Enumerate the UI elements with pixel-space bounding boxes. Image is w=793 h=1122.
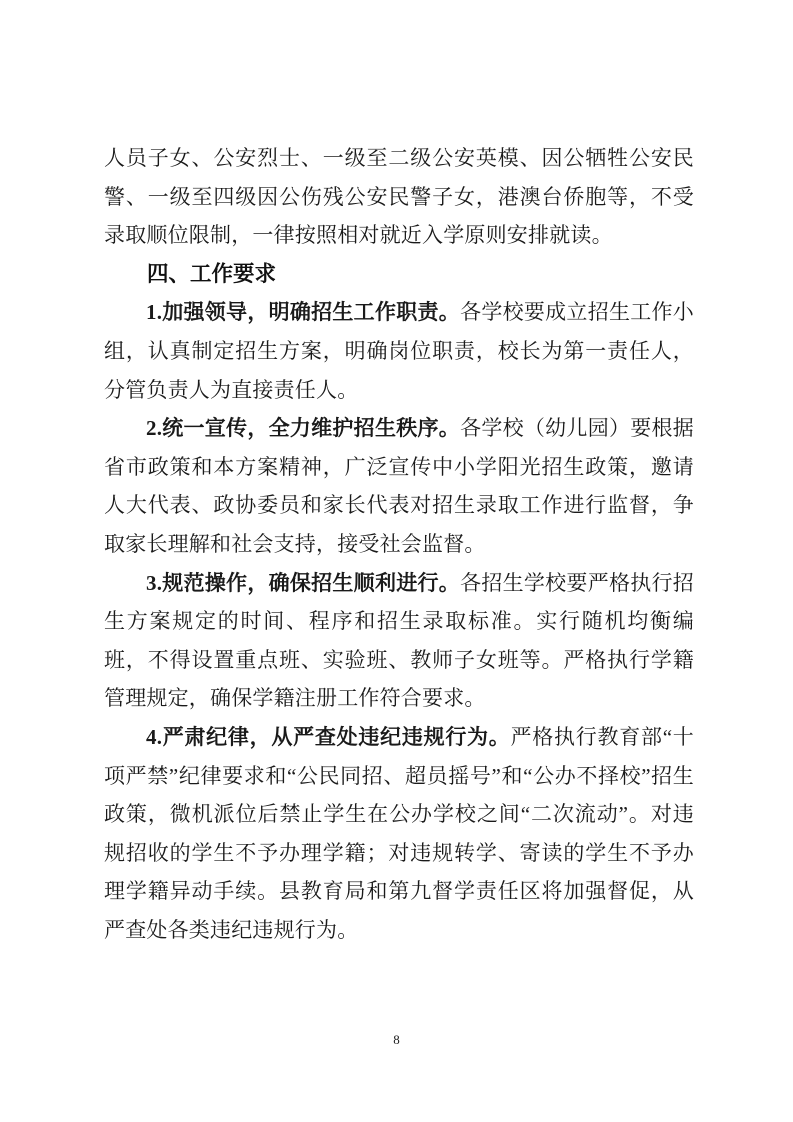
paragraph-2: [104, 409, 694, 563]
paragraph-1: [104, 293, 694, 409]
paragraph-3: [104, 564, 694, 718]
paragraph-lead: 1.加强领导，明确招生工作职责。: [146, 300, 461, 325]
paragraph-text: 各学校（幼儿园）要根据省市政策和本方案精神，广泛宣传中小学阳光招生政策，邀请人大代表、政协委员和家长代表对招生录取工作进行监督，争取家长理解和社会支持，接受社会监督。: [104, 416, 694, 556]
paragraph-text: 各学校要成立招生工作小组，认真制定招生方案，明确岗位职责，校长为第一责任人，分管负责人为直接责任人。: [104, 300, 694, 402]
paragraph-4: [104, 718, 694, 950]
paragraph-text: 人员子女、公安烈士、一级至二级公安英模、因公牺牲公安民警、一级至四级因公伤残公安民警子女，港澳台侨胞等，不受录取顺位限制，一律按照相对就近入学原则安排就读。: [104, 146, 694, 248]
page-number: 8: [393, 1032, 400, 1047]
paragraph-text: 各招生学校要严格执行招生方案规定的时间、程序和招生录取标准。实行随机均衡编班，不得设置重点班、实验班、教师子女班等。严格执行学籍管理规定，确保学籍注册工作符合要求。: [104, 570, 694, 711]
paragraph-lead: 3.规范操作，确保招生顺利进行。: [146, 570, 461, 595]
document-body: [104, 139, 694, 949]
continuation-paragraph: [104, 139, 694, 255]
section-heading-text: 四、工作要求: [147, 261, 277, 286]
paragraph-lead: 4.严肃纪律，从严查处违纪违规行为。: [146, 724, 511, 749]
paragraph-text: 严格执行教育部“十项严禁”纪律要求和“公民同招、超员摇号”和“公办不择校”招生政策，微机派位后禁止学生在公办学校之间“二次流动”。对违规招收的学生不予办理学籍；对违规转学、寄读的学生不予办理学籍异动手续。县教育局和第九督学责任区将加强督促，从严查处各类违纪违规行为。: [104, 724, 694, 942]
section-heading: [104, 255, 694, 294]
paragraph-lead: 2.统一宣传，全力维护招生秩序。: [146, 416, 461, 441]
